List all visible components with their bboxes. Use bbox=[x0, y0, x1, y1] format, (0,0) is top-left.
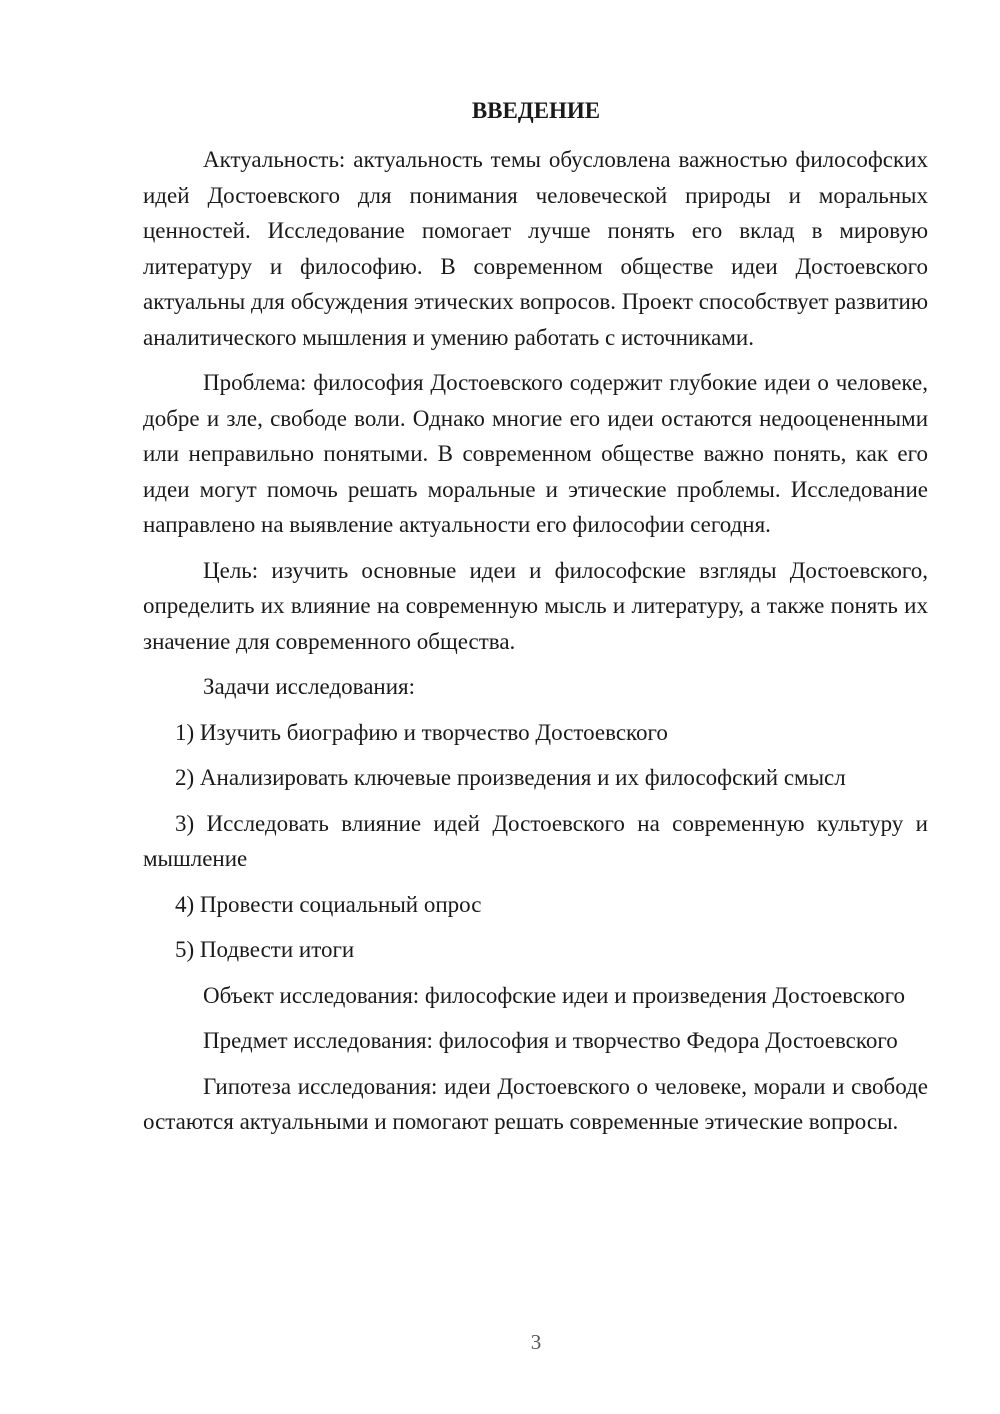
tasks-list bbox=[143, 715, 928, 968]
problem-paragraph: Проблема: философия Достоевского содержит глубокие идеи о человеке, добре и зле, свободе воли. Однако многие его идеи остаются недооцененными или неправильно понятыми. В современном обществе важно понять, как его идеи могут помочь решать моральные и этические проблемы. Исследование направлено на выявление актуальности его философии сегодня. bbox=[143, 370, 928, 537]
task-item: 2) Анализировать ключевые произведения и их философский смысл bbox=[175, 765, 846, 790]
page-number: 3 bbox=[530, 1330, 542, 1354]
subject-paragraph: Предмет исследования: философия и творчество Федора Достоевского bbox=[203, 1028, 898, 1053]
tasks-heading: Задачи исследования: bbox=[203, 674, 416, 699]
section-title: ВВЕДЕНИЕ bbox=[471, 98, 601, 123]
object-paragraph: Объект исследования: философские идеи и произведения Достоевского bbox=[203, 982, 905, 1008]
task-item: 4) Провести социальный опрос bbox=[175, 891, 482, 917]
task-item: 3) Исследовать влияние идей Достоевского на современную культуру и мышление bbox=[143, 810, 928, 871]
page-content bbox=[143, 93, 928, 1150]
task-item: 1) Изучить биографию и творчество Достоевского bbox=[175, 719, 668, 745]
goal-paragraph: Цель: изучить основные идеи и философские взгляды Достоевского, определить их влияние на современную мысль и литературу, а также понять их значение для современного общества. bbox=[143, 557, 928, 654]
task-item: 5) Подвести итоги bbox=[175, 937, 355, 962]
relevance-paragraph: Актуальность: актуальность темы обусловлена важностью философских идей Достоевского для понимания человеческой природы и моральных ценностей. Исследование помогает лучше понять его вклад в мировую литературу и философию. В современном обществе идеи Достоевского актуальны для обсуждения этических вопросов. Проект способствует развитию аналитического мышления и умению работать с источниками. bbox=[143, 147, 928, 350]
hypothesis-paragraph: Гипотеза исследования: идеи Достоевского о человеке, морали и свободе остаются актуальными и помогают решать современные этические вопросы. bbox=[143, 1073, 928, 1134]
